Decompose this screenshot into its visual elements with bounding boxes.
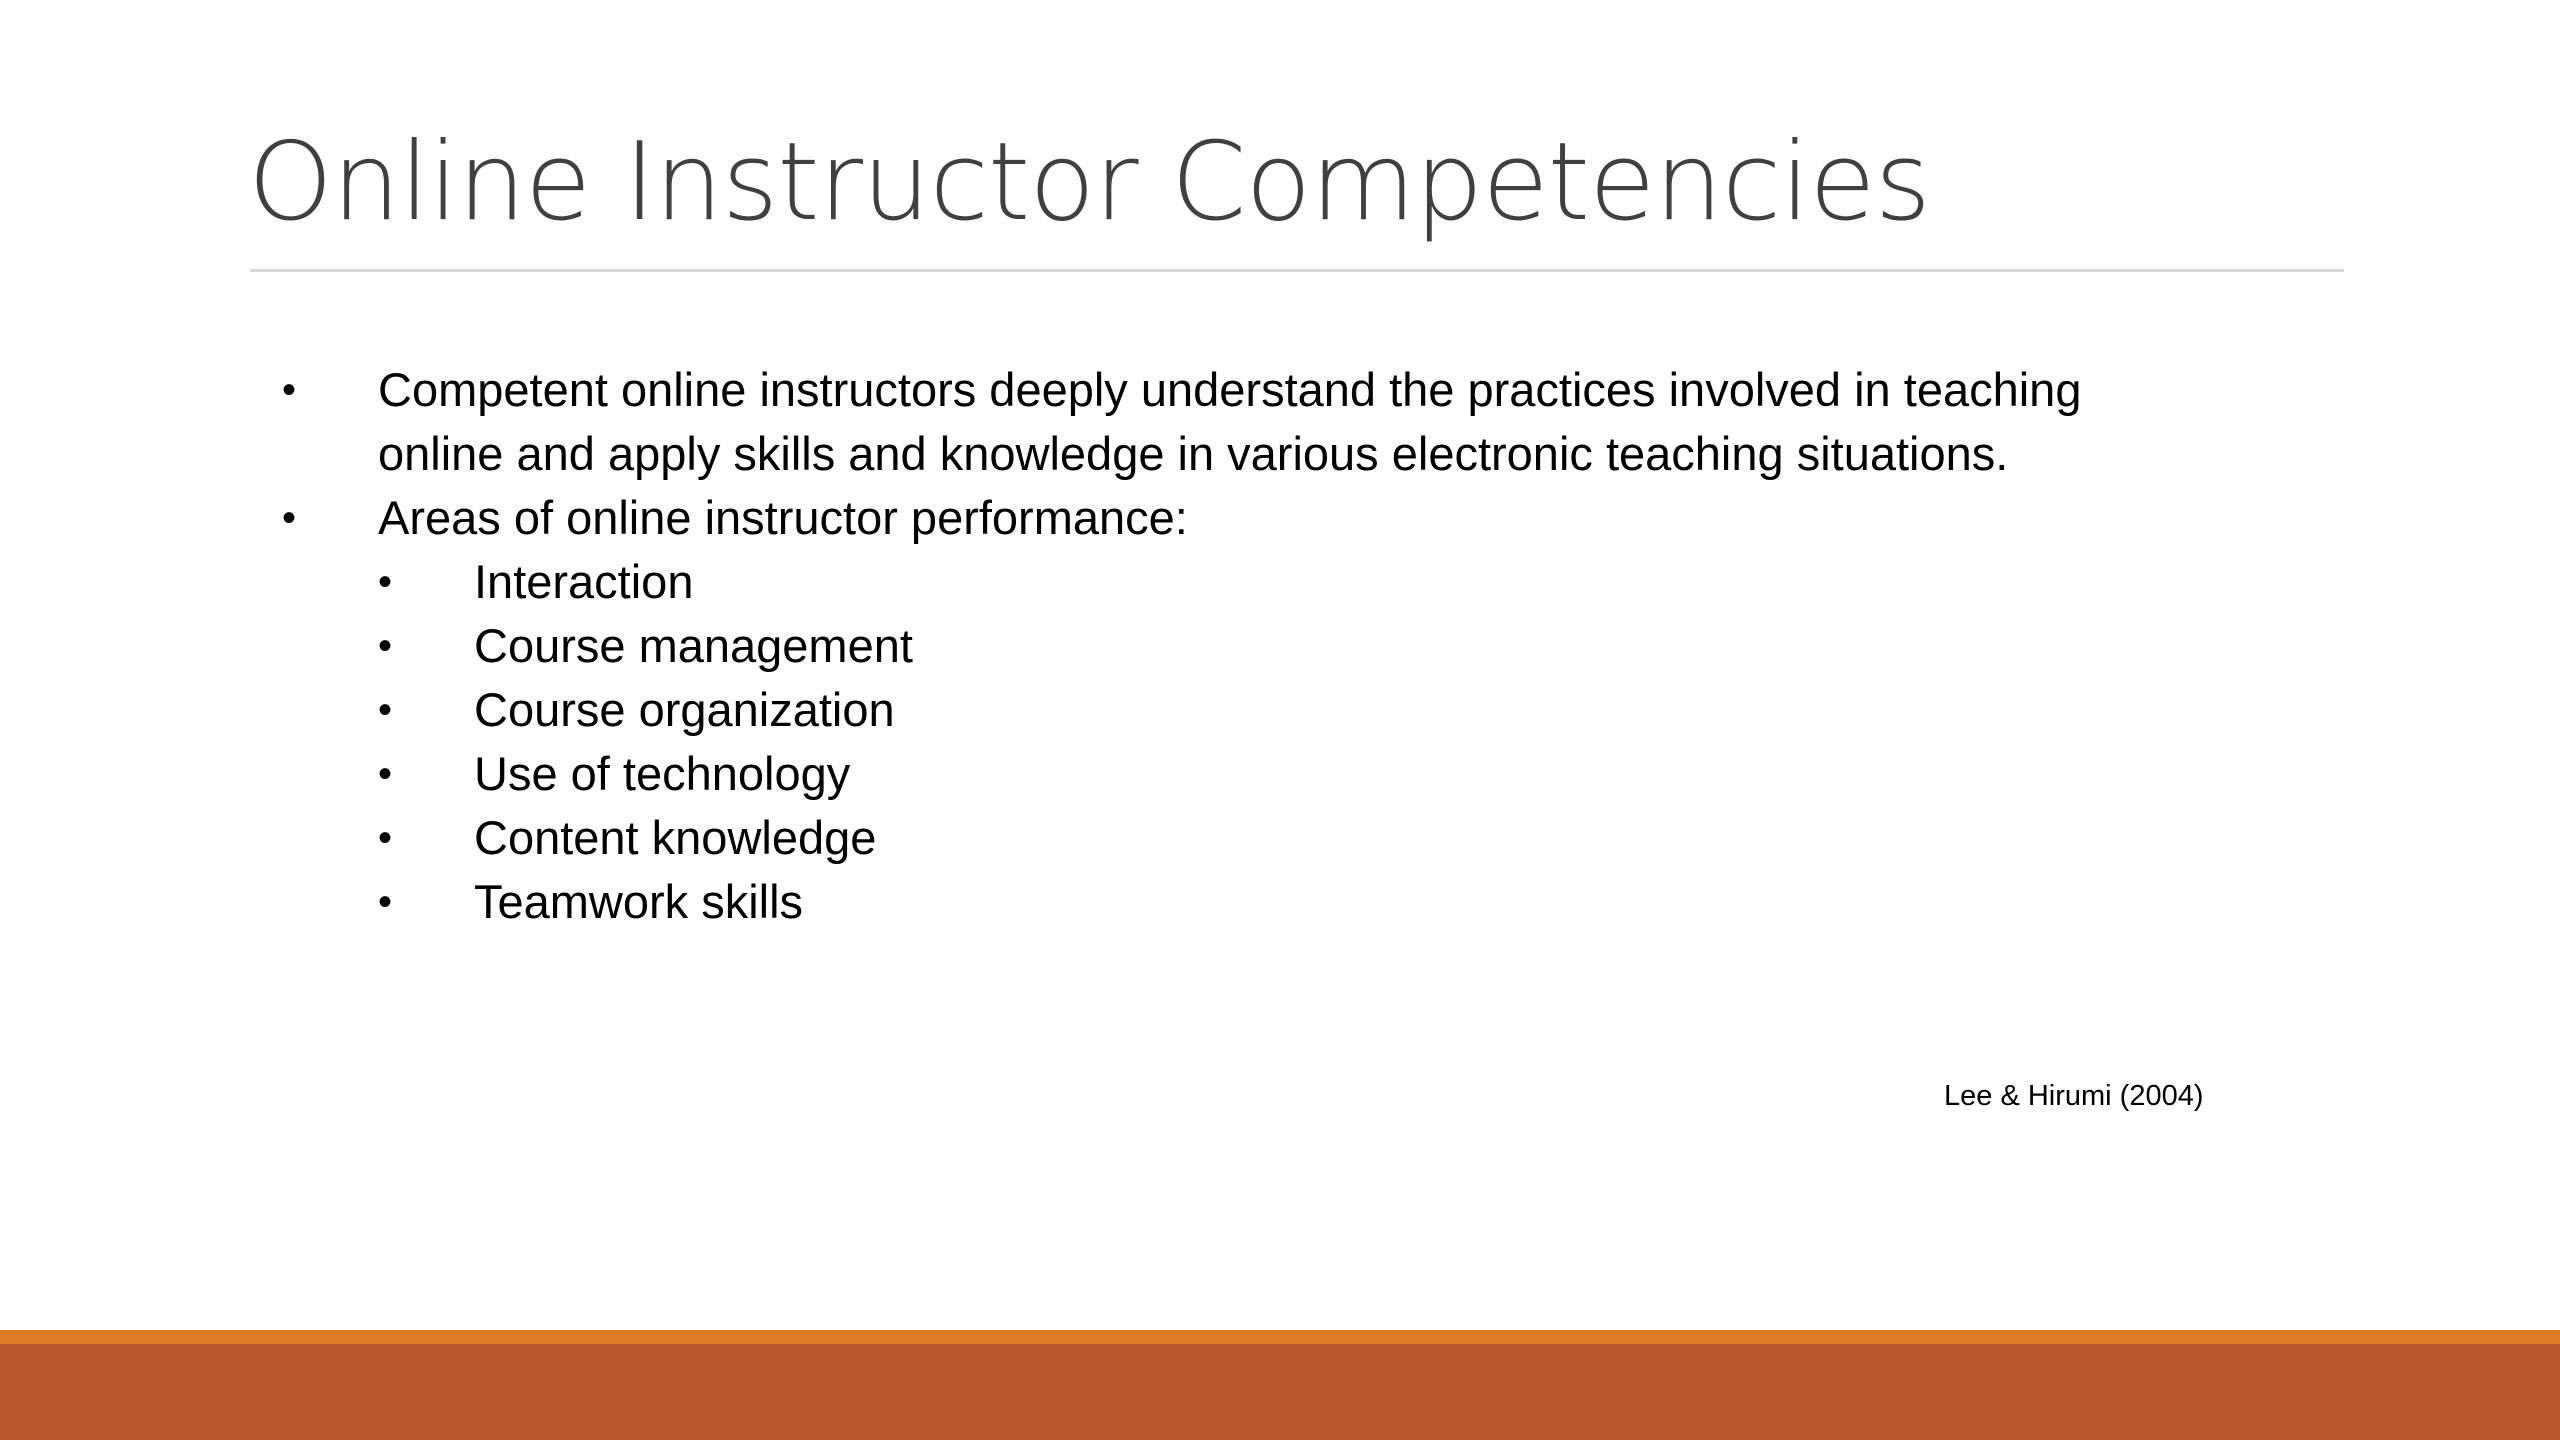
sub-bullet-list [366, 550, 2170, 934]
sub-bullet-text: Course organization [474, 683, 895, 736]
slide-title: Online Instructor Competencies [248, 120, 1931, 245]
sub-bullet-item [366, 806, 2170, 870]
sub-bullet-item [366, 678, 2170, 742]
sub-bullet-text: Use of technology [474, 747, 851, 800]
sub-bullet-item [366, 550, 2170, 614]
citation: Lee & Hirumi (2004) [1944, 1080, 2204, 1112]
footer-accent-stripe [0, 1330, 2560, 1344]
sub-bullet-text: Teamwork skills [474, 875, 804, 928]
title-divider [250, 269, 2344, 272]
bullet-icon: • [378, 688, 393, 732]
bullet-icon: • [378, 624, 393, 668]
sub-bullet-text: Interaction [474, 555, 694, 608]
sub-bullet-item [366, 614, 2170, 678]
bullet-icon: • [378, 816, 393, 860]
bullet-icon: • [378, 752, 393, 796]
sub-bullet-text: Course management [474, 619, 913, 672]
bullet-item [270, 486, 2170, 550]
bullet-text: Areas of online instructor performance: [378, 491, 1188, 544]
sub-bullet-item [366, 870, 2170, 934]
bullet-icon: • [378, 560, 393, 604]
footer-band [0, 1344, 2560, 1440]
bullet-text: Competent online instructors deeply understand the practices involved in teaching online and apply skills and knowledge in various electronic teaching situations. [378, 363, 2082, 480]
bullet-icon: • [378, 880, 393, 924]
bullet-item [270, 358, 2170, 486]
sub-bullet-item [366, 742, 2170, 806]
bullet-icon: • [282, 496, 297, 540]
sub-bullet-text: Content knowledge [474, 811, 877, 864]
bullet-list [270, 358, 2170, 934]
bullet-icon: • [282, 368, 297, 412]
